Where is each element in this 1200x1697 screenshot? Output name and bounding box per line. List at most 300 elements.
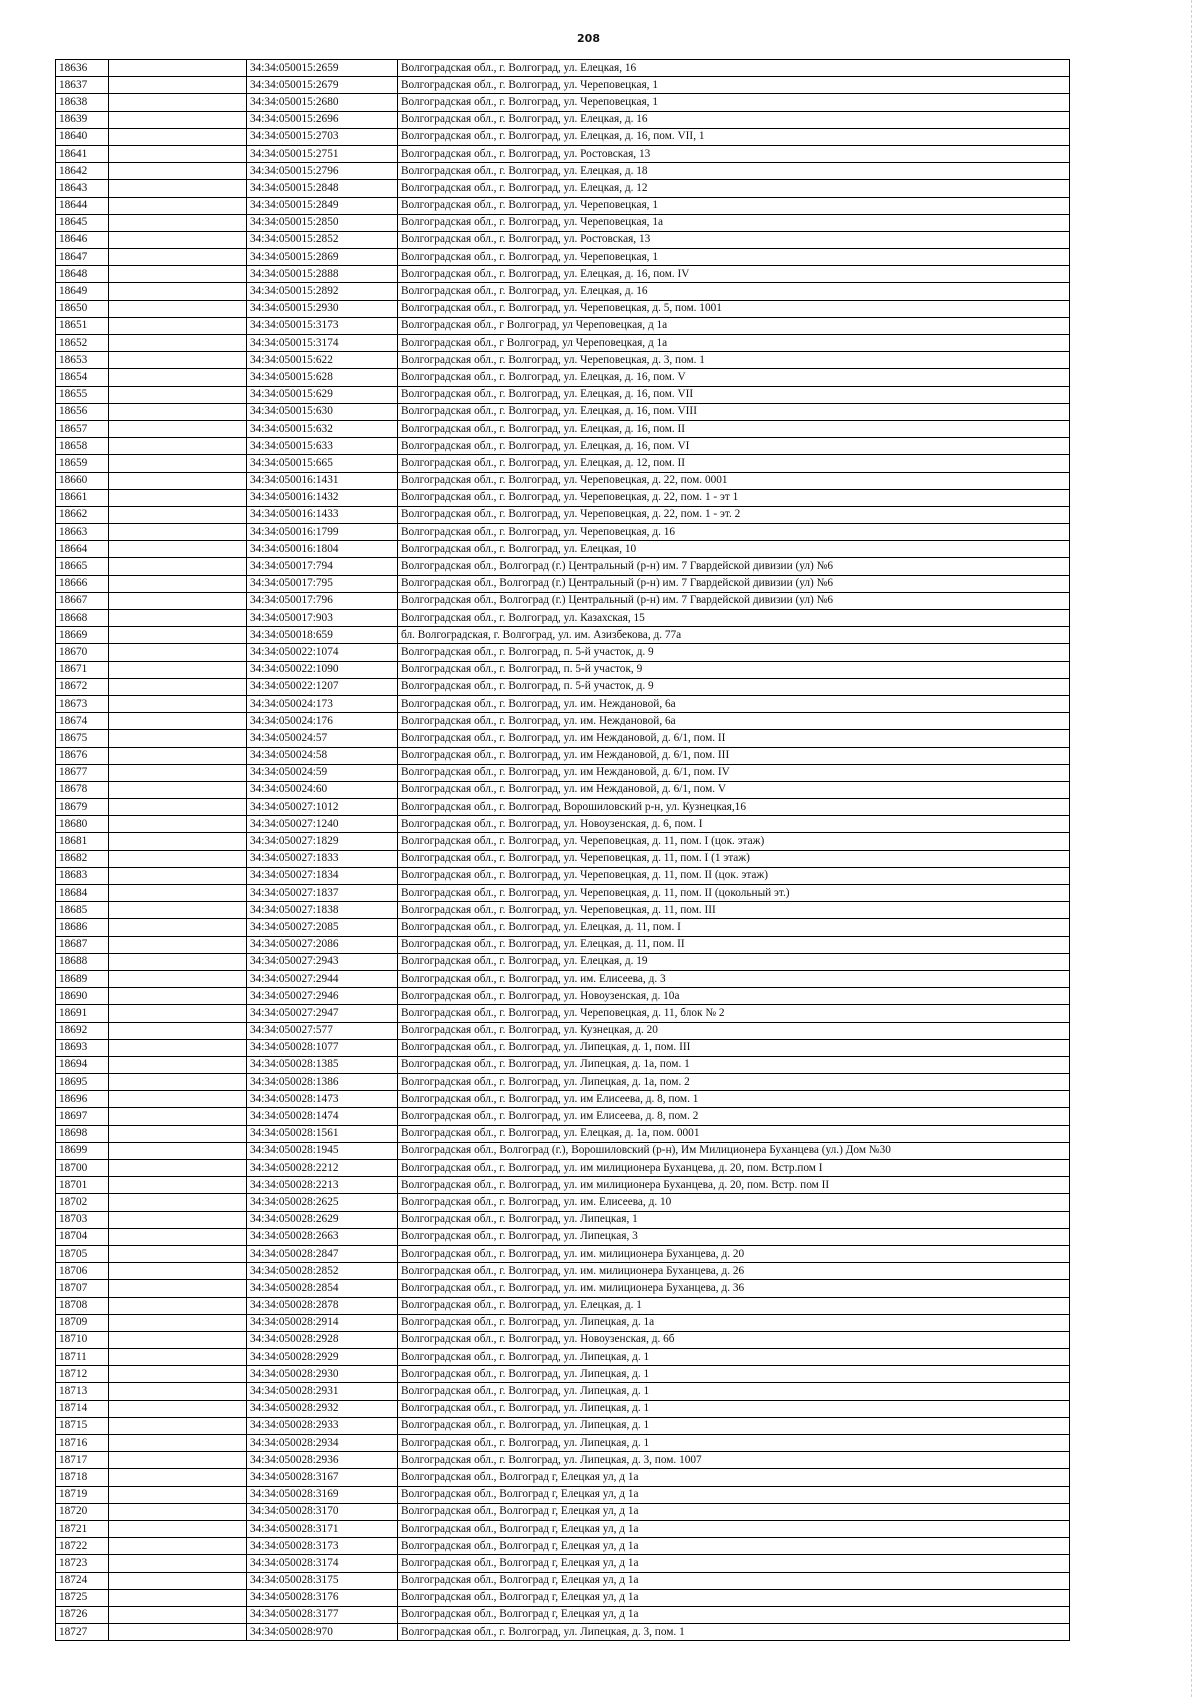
address-cell: Волгоградская обл., г. Волгоград, ул. Елецкая, д. 1 [398, 1297, 1070, 1314]
row-number-cell: 18714 [56, 1400, 109, 1417]
table-row [56, 386, 1070, 403]
table-row [56, 249, 1070, 266]
cadastral-number-cell: 34:34:050015:2679 [247, 77, 398, 94]
address-cell: Волгоградская обл., г. Волгоград, ул. Новоузенская, д. 6б [398, 1331, 1070, 1348]
address-cell: Волгоградская обл., г. Волгоград, ул. Липецкая, д. 1 [398, 1383, 1070, 1400]
cadastral-number-cell: 34:34:050028:2931 [247, 1383, 398, 1400]
table-row [56, 919, 1070, 936]
cadastral-number-cell: 34:34:050028:1385 [247, 1056, 398, 1073]
empty-cell [109, 455, 247, 472]
cadastral-number-cell: 34:34:050028:2928 [247, 1331, 398, 1348]
cadastral-number-cell: 34:34:050015:2892 [247, 283, 398, 300]
empty-cell [109, 1160, 247, 1177]
row-number-cell: 18724 [56, 1572, 109, 1589]
address-cell: Волгоградская обл., Волгоград г, Елецкая ул, д 1а [398, 1555, 1070, 1572]
table-row [56, 128, 1070, 145]
address-cell: Волгоградская обл., г. Волгоград, ул. им Неждановой, д. 6/1, пом. IV [398, 764, 1070, 781]
cadastral-number-cell: 34:34:050027:1837 [247, 885, 398, 902]
empty-cell [109, 506, 247, 523]
empty-cell [109, 867, 247, 884]
row-number-cell: 18639 [56, 111, 109, 128]
empty-cell [109, 420, 247, 437]
empty-cell [109, 799, 247, 816]
empty-cell [109, 1555, 247, 1572]
cadastral-number-cell: 34:34:050015:2680 [247, 94, 398, 111]
row-number-cell: 18703 [56, 1211, 109, 1228]
row-number-cell: 18643 [56, 180, 109, 197]
empty-cell [109, 1349, 247, 1366]
table-row [56, 489, 1070, 506]
table-row [56, 953, 1070, 970]
table-row [56, 1314, 1070, 1331]
cadastral-number-cell: 34:34:050027:1833 [247, 850, 398, 867]
table-row [56, 1280, 1070, 1297]
cadastral-number-cell: 34:34:050024:59 [247, 764, 398, 781]
row-number-cell: 18716 [56, 1435, 109, 1452]
row-number-cell: 18689 [56, 970, 109, 987]
address-cell: Волгоградская обл., г. Волгоград, ул. Череповецкая, д. 22, пом. 1 - эт 1 [398, 489, 1070, 506]
empty-cell [109, 627, 247, 644]
cadastral-number-cell: 34:34:050015:2796 [247, 163, 398, 180]
table-row [56, 644, 1070, 661]
address-cell: Волгоградская обл., г. Волгоград, ул. им. милиционера Буханцева, д. 20 [398, 1245, 1070, 1262]
address-cell: Волгоградская обл., г. Волгоград, ул. им. милиционера Буханцева, д. 26 [398, 1263, 1070, 1280]
address-cell: Волгоградская обл., г. Волгоград, ул. им. милиционера Буханцева, д. 36 [398, 1280, 1070, 1297]
empty-cell [109, 1452, 247, 1469]
row-number-cell: 18670 [56, 644, 109, 661]
row-number-cell: 18684 [56, 885, 109, 902]
cadastral-number-cell: 34:34:050016:1804 [247, 541, 398, 558]
table-row [56, 541, 1070, 558]
address-cell: Волгоградская обл., г. Волгоград, ул. Елецкая, д. 11, пом. I [398, 919, 1070, 936]
row-number-cell: 18725 [56, 1589, 109, 1606]
row-number-cell: 18687 [56, 936, 109, 953]
empty-cell [109, 94, 247, 111]
empty-cell [109, 1228, 247, 1245]
cadastral-number-cell: 34:34:050028:3177 [247, 1606, 398, 1623]
row-number-cell: 18640 [56, 128, 109, 145]
address-cell: Волгоградская обл., г. Волгоград, ул. Липецкая, д. 1а [398, 1314, 1070, 1331]
row-number-cell: 18699 [56, 1142, 109, 1159]
cadastral-number-cell: 34:34:050024:173 [247, 695, 398, 712]
empty-cell [109, 1435, 247, 1452]
table-row [56, 1469, 1070, 1486]
table-row [56, 1228, 1070, 1245]
table-row [56, 730, 1070, 747]
table-row [56, 867, 1070, 884]
address-cell: Волгоградская обл., г. Волгоград, ул. Елецкая, д. 16, пом. VIII [398, 403, 1070, 420]
address-cell: Волгоградская обл., г. Волгоград, ул. Липецкая, д. 1 [398, 1400, 1070, 1417]
row-number-cell: 18686 [56, 919, 109, 936]
table-row [56, 1555, 1070, 1572]
table-row [56, 1383, 1070, 1400]
empty-cell [109, 1177, 247, 1194]
register-body [56, 60, 1070, 1641]
row-number-cell: 18648 [56, 266, 109, 283]
row-number-cell: 18676 [56, 747, 109, 764]
table-row [56, 300, 1070, 317]
cadastral-number-cell: 34:34:050027:2943 [247, 953, 398, 970]
cadastral-number-cell: 34:34:050028:3167 [247, 1469, 398, 1486]
empty-cell [109, 1624, 247, 1641]
table-row [56, 1538, 1070, 1555]
address-cell: Волгоградская обл., Волгоград (г.) Центральный (р-н) им. 7 Гвардейской дивизии (ул) №6 [398, 592, 1070, 609]
address-cell: Волгоградская обл., Волгоград г, Елецкая ул, д 1а [398, 1538, 1070, 1555]
cadastral-number-cell: 34:34:050028:3175 [247, 1572, 398, 1589]
empty-cell [109, 283, 247, 300]
address-cell: Волгоградская обл., г. Волгоград, ул. Липецкая, д. 1, пом. III [398, 1039, 1070, 1056]
table-row [56, 77, 1070, 94]
address-cell: Волгоградская обл., г. Волгоград, ул. Череповецкая, 1а [398, 214, 1070, 231]
row-number-cell: 18674 [56, 713, 109, 730]
table-row [56, 1606, 1070, 1623]
empty-cell [109, 1486, 247, 1503]
row-number-cell: 18652 [56, 335, 109, 352]
table-row [56, 1452, 1070, 1469]
table-row [56, 420, 1070, 437]
page-number: 208 [577, 32, 600, 45]
empty-cell [109, 214, 247, 231]
empty-cell [109, 1503, 247, 1520]
address-cell: Волгоградская обл., г. Волгоград, ул. им Елисеева, д. 8, пом. 2 [398, 1108, 1070, 1125]
empty-cell [109, 902, 247, 919]
cadastral-number-cell: 34:34:050028:2212 [247, 1160, 398, 1177]
address-cell: Волгоградская обл., г. Волгоград, ул. им. Елисеева, д. 3 [398, 970, 1070, 987]
empty-cell [109, 816, 247, 833]
table-row [56, 1520, 1070, 1537]
cadastral-number-cell: 34:34:050027:1838 [247, 902, 398, 919]
cadastral-number-cell: 34:34:050028:2847 [247, 1245, 398, 1262]
row-number-cell: 18637 [56, 77, 109, 94]
row-number-cell: 18672 [56, 678, 109, 695]
table-row [56, 180, 1070, 197]
row-number-cell: 18671 [56, 661, 109, 678]
empty-cell [109, 1314, 247, 1331]
scan-edge-line [1191, 0, 1192, 1697]
cadastral-number-cell: 34:34:050015:622 [247, 352, 398, 369]
cadastral-number-cell: 34:34:050028:1474 [247, 1108, 398, 1125]
address-cell: Волгоградская обл., г. Волгоград, ул. Череповецкая, д. 16 [398, 524, 1070, 541]
row-number-cell: 18675 [56, 730, 109, 747]
cadastral-number-cell: 34:34:050028:2663 [247, 1228, 398, 1245]
table-row [56, 1245, 1070, 1262]
row-number-cell: 18697 [56, 1108, 109, 1125]
row-number-cell: 18658 [56, 438, 109, 455]
cadastral-number-cell: 34:34:050015:3173 [247, 317, 398, 334]
empty-cell [109, 403, 247, 420]
empty-cell [109, 231, 247, 248]
row-number-cell: 18661 [56, 489, 109, 506]
address-cell: Волгоградская обл., г. Волгоград, ул. Липецкая, д. 1 [398, 1366, 1070, 1383]
table-row [56, 1366, 1070, 1383]
empty-cell [109, 1572, 247, 1589]
row-number-cell: 18662 [56, 506, 109, 523]
address-cell: Волгоградская обл., г. Волгоград, ул. Череповецкая, д. 11, блок № 2 [398, 1005, 1070, 1022]
address-cell: Волгоградская обл., г. Волгоград, ул. Липецкая, д. 3, пом. 1007 [398, 1452, 1070, 1469]
row-number-cell: 18664 [56, 541, 109, 558]
cadastral-number-cell: 34:34:050027:1240 [247, 816, 398, 833]
empty-cell [109, 369, 247, 386]
cadastral-number-cell: 34:34:050016:1433 [247, 506, 398, 523]
table-row [56, 163, 1070, 180]
cadastral-number-cell: 34:34:050017:796 [247, 592, 398, 609]
cadastral-number-cell: 34:34:050015:2751 [247, 145, 398, 162]
empty-cell [109, 730, 247, 747]
cadastral-number-cell: 34:34:050024:57 [247, 730, 398, 747]
row-number-cell: 18678 [56, 781, 109, 798]
table-row [56, 266, 1070, 283]
table-row [56, 713, 1070, 730]
cadastral-number-cell: 34:34:050028:2930 [247, 1366, 398, 1383]
cadastral-number-cell: 34:34:050016:1431 [247, 472, 398, 489]
address-cell: Волгоградская обл., г. Волгоград, ул. им Неждановой, д. 6/1, пом. III [398, 747, 1070, 764]
empty-cell [109, 1091, 247, 1108]
cadastral-number-cell: 34:34:050027:2944 [247, 970, 398, 987]
property-register-table [55, 59, 1070, 1641]
row-number-cell: 18698 [56, 1125, 109, 1142]
table-row [56, 678, 1070, 695]
cadastral-number-cell: 34:34:050027:2086 [247, 936, 398, 953]
address-cell: Волгоградская обл., г. Волгоград, ул. Казахская, 15 [398, 610, 1070, 627]
cadastral-number-cell: 34:34:050017:795 [247, 575, 398, 592]
row-number-cell: 18695 [56, 1074, 109, 1091]
table-row [56, 472, 1070, 489]
table-row [56, 403, 1070, 420]
row-number-cell: 18723 [56, 1555, 109, 1572]
address-cell: Волгоградская обл., г. Волгоград, ул. Череповецкая, д. 11, пом. II (цокольный эт.) [398, 885, 1070, 902]
address-cell: Волгоградская обл., г. Волгоград, ул. Череповецкая, д. 11, пом. I (1 этаж) [398, 850, 1070, 867]
table-row [56, 988, 1070, 1005]
empty-cell [109, 885, 247, 902]
address-cell: Волгоградская обл., г. Волгоград, ул. Липецкая, д. 1 [398, 1417, 1070, 1434]
cadastral-number-cell: 34:34:050015:2848 [247, 180, 398, 197]
table-row [56, 1074, 1070, 1091]
empty-cell [109, 1056, 247, 1073]
row-number-cell: 18718 [56, 1469, 109, 1486]
cadastral-number-cell: 34:34:050028:3174 [247, 1555, 398, 1572]
row-number-cell: 18646 [56, 231, 109, 248]
empty-cell [109, 335, 247, 352]
address-cell: Волгоградская обл., г. Волгоград, ул. Липецкая, д. 1 [398, 1435, 1070, 1452]
address-cell: Волгоградская обл., г. Волгоград, ул. Елецкая, д. 1а, пом. 0001 [398, 1125, 1070, 1142]
table-row [56, 661, 1070, 678]
address-cell: Волгоградская обл., г Волгоград, ул Череповецкая, д 1а [398, 317, 1070, 334]
cadastral-number-cell: 34:34:050028:2629 [247, 1211, 398, 1228]
cadastral-number-cell: 34:34:050028:1561 [247, 1125, 398, 1142]
empty-cell [109, 610, 247, 627]
address-cell: Волгоградская обл., г. Волгоград, ул. им. Елисеева, д. 10 [398, 1194, 1070, 1211]
table-row [56, 1091, 1070, 1108]
address-cell: бл. Волгоградская, г. Волгоград, ул. им. Азизбекова, д. 77а [398, 627, 1070, 644]
cadastral-number-cell: 34:34:050015:2930 [247, 300, 398, 317]
empty-cell [109, 781, 247, 798]
cadastral-number-cell: 34:34:050028:1077 [247, 1039, 398, 1056]
row-number-cell: 18727 [56, 1624, 109, 1641]
cadastral-number-cell: 34:34:050028:2932 [247, 1400, 398, 1417]
cadastral-number-cell: 34:34:050028:2929 [247, 1349, 398, 1366]
table-row [56, 1572, 1070, 1589]
empty-cell [109, 1108, 247, 1125]
table-row [56, 1297, 1070, 1314]
cadastral-number-cell: 34:34:050028:2933 [247, 1417, 398, 1434]
cadastral-number-cell: 34:34:050017:794 [247, 558, 398, 575]
empty-cell [109, 60, 247, 77]
table-row [56, 627, 1070, 644]
address-cell: Волгоградская обл., г. Волгоград, ул. Елецкая, д. 16 [398, 283, 1070, 300]
table-row [56, 60, 1070, 77]
address-cell: Волгоградская обл., г. Волгоград, ул. Елецкая, д. 16, пом. VI [398, 438, 1070, 455]
table-row [56, 936, 1070, 953]
row-number-cell: 18638 [56, 94, 109, 111]
table-row [56, 369, 1070, 386]
row-number-cell: 18726 [56, 1606, 109, 1623]
cadastral-number-cell: 34:34:050027:1012 [247, 799, 398, 816]
table-row [56, 1142, 1070, 1159]
address-cell: Волгоградская обл., г Волгоград, ул Череповецкая, д 1а [398, 335, 1070, 352]
table-row [56, 747, 1070, 764]
row-number-cell: 18706 [56, 1263, 109, 1280]
empty-cell [109, 1194, 247, 1211]
empty-cell [109, 575, 247, 592]
table-row [56, 335, 1070, 352]
table-row [56, 1177, 1070, 1194]
empty-cell [109, 1469, 247, 1486]
row-number-cell: 18707 [56, 1280, 109, 1297]
empty-cell [109, 661, 247, 678]
cadastral-number-cell: 34:34:050028:3171 [247, 1520, 398, 1537]
address-cell: Волгоградская обл., г. Волгоград, ул. Ростовская, 13 [398, 231, 1070, 248]
empty-cell [109, 197, 247, 214]
cadastral-number-cell: 34:34:050028:3169 [247, 1486, 398, 1503]
row-number-cell: 18667 [56, 592, 109, 609]
cadastral-number-cell: 34:34:050028:2936 [247, 1452, 398, 1469]
empty-cell [109, 1263, 247, 1280]
table-row [56, 455, 1070, 472]
row-number-cell: 18647 [56, 249, 109, 266]
table-row [56, 1039, 1070, 1056]
address-cell: Волгоградская обл., г. Волгоград, ул. Елецкая, 16 [398, 60, 1070, 77]
empty-cell [109, 1383, 247, 1400]
address-cell: Волгоградская обл., г. Волгоград, ул. им милиционера Буханцева, д. 20, пом. Встр.пом I [398, 1160, 1070, 1177]
empty-cell [109, 644, 247, 661]
empty-cell [109, 300, 247, 317]
address-cell: Волгоградская обл., г. Волгоград, ул. Череповецкая, 1 [398, 94, 1070, 111]
empty-cell [109, 1280, 247, 1297]
empty-cell [109, 541, 247, 558]
address-cell: Волгоградская обл., г. Волгоград, ул. Череповецкая, д. 11, пом. I (цок. этаж) [398, 833, 1070, 850]
cadastral-number-cell: 34:34:050015:629 [247, 386, 398, 403]
address-cell: Волгоградская обл., г. Волгоград, ул. Елецкая, д. 16, пом. V [398, 369, 1070, 386]
empty-cell [109, 1366, 247, 1383]
cadastral-number-cell: 34:34:050028:1473 [247, 1091, 398, 1108]
cadastral-number-cell: 34:34:050028:3170 [247, 1503, 398, 1520]
address-cell: Волгоградская обл., Волгоград г, Елецкая ул, д 1а [398, 1572, 1070, 1589]
address-cell: Волгоградская обл., г. Волгоград, ул. Липецкая, д. 1а, пом. 2 [398, 1074, 1070, 1091]
empty-cell [109, 1606, 247, 1623]
cadastral-number-cell: 34:34:050027:1829 [247, 833, 398, 850]
row-number-cell: 18691 [56, 1005, 109, 1022]
empty-cell [109, 163, 247, 180]
empty-cell [109, 438, 247, 455]
row-number-cell: 18651 [56, 317, 109, 334]
empty-cell [109, 1142, 247, 1159]
address-cell: Волгоградская обл., г. Волгоград, ул. Елецкая, д. 16 [398, 111, 1070, 128]
row-number-cell: 18692 [56, 1022, 109, 1039]
table-row [56, 592, 1070, 609]
address-cell: Волгоградская обл., г. Волгоград, ул. Ростовская, 13 [398, 145, 1070, 162]
address-cell: Волгоградская обл., г. Волгоград, ул. Липецкая, д. 1 [398, 1349, 1070, 1366]
address-cell: Волгоградская обл., Волгоград г, Елецкая ул, д 1а [398, 1486, 1070, 1503]
row-number-cell: 18642 [56, 163, 109, 180]
address-cell: Волгоградская обл., г. Волгоград, ул. им Елисеева, д. 8, пом. 1 [398, 1091, 1070, 1108]
cadastral-number-cell: 34:34:050028:2625 [247, 1194, 398, 1211]
cadastral-number-cell: 34:34:050027:1834 [247, 867, 398, 884]
address-cell: Волгоградская обл., г. Волгоград, ул. Череповецкая, 1 [398, 77, 1070, 94]
cadastral-number-cell: 34:34:050028:2914 [247, 1314, 398, 1331]
empty-cell [109, 472, 247, 489]
table-row [56, 1108, 1070, 1125]
table-row [56, 1349, 1070, 1366]
row-number-cell: 18704 [56, 1228, 109, 1245]
row-number-cell: 18719 [56, 1486, 109, 1503]
cadastral-number-cell: 34:34:050015:665 [247, 455, 398, 472]
cadastral-number-cell: 34:34:050015:633 [247, 438, 398, 455]
cadastral-number-cell: 34:34:050027:2946 [247, 988, 398, 1005]
table-row [56, 1435, 1070, 1452]
address-cell: Волгоградская обл., г. Волгоград, ул. Елецкая, д. 18 [398, 163, 1070, 180]
empty-cell [109, 1245, 247, 1262]
cadastral-number-cell: 34:34:050015:2888 [247, 266, 398, 283]
row-number-cell: 18680 [56, 816, 109, 833]
table-row [56, 764, 1070, 781]
address-cell: Волгоградская обл., г. Волгоград, ул. им. Неждановой, 6а [398, 695, 1070, 712]
empty-cell [109, 936, 247, 953]
address-cell: Волгоградская обл., г. Волгоград, ул. Елецкая, д. 19 [398, 953, 1070, 970]
cadastral-number-cell: 34:34:050016:1799 [247, 524, 398, 541]
cadastral-number-cell: 34:34:050028:1945 [247, 1142, 398, 1159]
table-row [56, 524, 1070, 541]
address-cell: Волгоградская обл., Волгоград г, Елецкая ул, д 1а [398, 1520, 1070, 1537]
table-row [56, 1263, 1070, 1280]
address-cell: Волгоградская обл., г. Волгоград, ул. им Неждановой, д. 6/1, пом. V [398, 781, 1070, 798]
table-row [56, 575, 1070, 592]
address-cell: Волгоградская обл., г. Волгоград, ул. Кузнецкая, д. 20 [398, 1022, 1070, 1039]
row-number-cell: 18665 [56, 558, 109, 575]
empty-cell [109, 77, 247, 94]
cadastral-number-cell: 34:34:050018:659 [247, 627, 398, 644]
row-number-cell: 18677 [56, 764, 109, 781]
table-row [56, 850, 1070, 867]
empty-cell [109, 919, 247, 936]
row-number-cell: 18694 [56, 1056, 109, 1073]
row-number-cell: 18650 [56, 300, 109, 317]
table-row [56, 283, 1070, 300]
row-number-cell: 18711 [56, 1349, 109, 1366]
cadastral-number-cell: 34:34:050022:1074 [247, 644, 398, 661]
address-cell: Волгоградская обл., г. Волгоград, Ворошиловский р-н, ул. Кузнецкая,16 [398, 799, 1070, 816]
empty-cell [109, 1022, 247, 1039]
table-row [56, 885, 1070, 902]
empty-cell [109, 1039, 247, 1056]
cadastral-number-cell: 34:34:050027:2085 [247, 919, 398, 936]
row-number-cell: 18715 [56, 1417, 109, 1434]
address-cell: Волгоградская обл., г. Волгоград, ул. Череповецкая, 1 [398, 249, 1070, 266]
table-row [56, 317, 1070, 334]
empty-cell [109, 352, 247, 369]
row-number-cell: 18644 [56, 197, 109, 214]
address-cell: Волгоградская обл., г. Волгоград, ул. Липецкая, д. 3, пом. 1 [398, 1624, 1070, 1641]
table-row [56, 1589, 1070, 1606]
